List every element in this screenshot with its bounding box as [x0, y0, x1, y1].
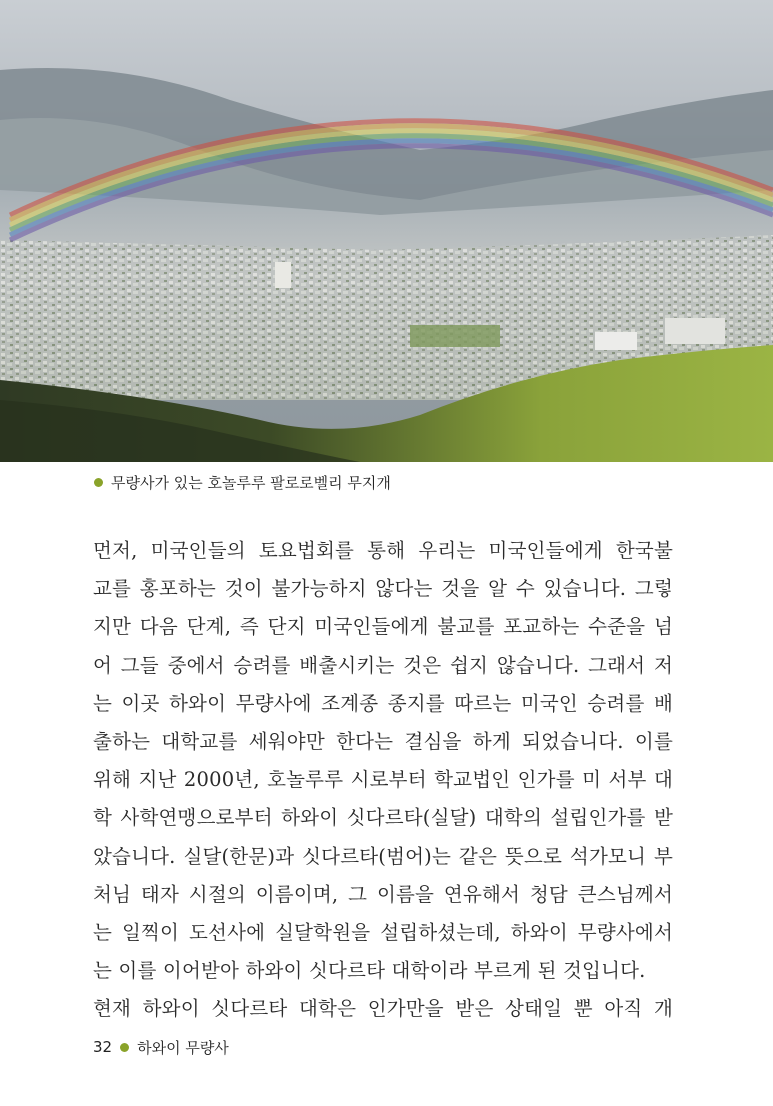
text-line: 는 일찍이 도선사에 실달학원을 설립하셨는데, 하와이 무량사에서	[93, 920, 673, 944]
text-line: 어 그들 중에서 승려를 배출시키는 것은 쉽지 않습니다. 그래서 저	[93, 653, 673, 677]
text-line: 교를 홍포하는 것이 불가능하지 않다는 것을 알 수 있습니다. 그렇	[93, 577, 673, 601]
text-line: 출하는 대학교를 세워야만 한다는 결심을 하게 되었습니다. 이를	[93, 729, 673, 753]
text-line: 학 사학연맹으로부터 하와이 싯다르타(실달) 대학의 설립인가를 받	[93, 806, 673, 830]
text-line: 지만 다음 단계, 즉 단지 미국인들에게 불교를 포교하는 수준을 넘	[93, 615, 673, 639]
body-text	[93, 532, 673, 1028]
honolulu-rainbow-image	[0, 0, 773, 462]
text-line: 처님 태자 시절의 이름이며, 그 이름을 연유해서 청담 큰스님께서	[93, 882, 673, 906]
page-footer	[93, 1036, 229, 1058]
caption-bullet-icon	[94, 478, 103, 487]
text-line: 위해 지난 2000년, 호놀루루 시로부터 학교법인 인가를 미 서부 대	[93, 768, 673, 792]
text-line: 먼저, 미국인들의 토요법회를 통해 우리는 미국인들에게 한국불	[93, 539, 673, 562]
rainbow-photo	[0, 0, 773, 462]
photo-caption	[94, 470, 391, 494]
text-line: 았습니다. 실달(한문)과 싯다르타(범어)는 같은 뜻으로 석가모니 부	[93, 844, 673, 868]
text-line: 현재 하와이 싯다르타 대학은 인가만을 받은 상태일 뿐 아직 개	[93, 997, 673, 1021]
text-line: 는 이를 이어받아 하와이 싯다르타 대학이라 부르게 된 것입니다.	[93, 959, 646, 983]
footer-bullet-icon	[120, 1043, 129, 1052]
caption-text: 무량사가 있는 호놀루루 팔로로벨리 무지개	[111, 473, 391, 492]
book-title: 하와이 무량사	[137, 1038, 229, 1057]
page-number: 32	[93, 1038, 113, 1056]
text-line: 는 이곳 하와이 무량사에 조계종 종지를 따르는 미국인 승려를 배	[93, 691, 673, 715]
